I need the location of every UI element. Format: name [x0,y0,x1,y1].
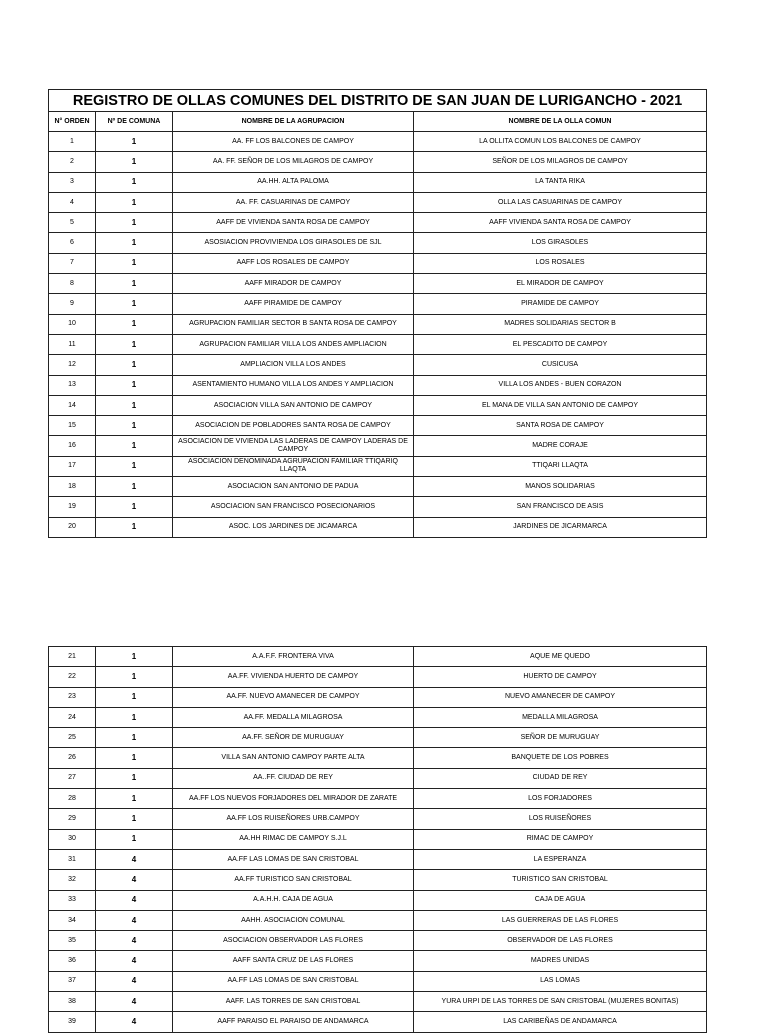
row-comuna: 1 [96,152,173,172]
row-olla-comun: SEÑOR DE MURUGUAY [414,728,707,748]
row-comuna: 4 [96,870,173,890]
row-comuna: 4 [96,931,173,951]
row-olla-comun: VILLA LOS ANDES - BUEN CORAZON [414,375,707,395]
row-agrupacion: AGRUPACION FAMILIAR SECTOR B SANTA ROSA DE CAMPOY [173,314,414,334]
row-orden: 34 [49,910,96,930]
row-comuna: 1 [96,829,173,849]
table-row [49,647,707,667]
row-agrupacion: AA.HH RIMAC DE CAMPOY S.J.L [173,829,414,849]
row-olla-comun: LAS GUERRERAS DE LAS FLORES [414,910,707,930]
row-comuna: 1 [96,416,173,436]
row-olla-comun: CIUDAD DE REY [414,768,707,788]
row-orden: 6 [49,233,96,253]
row-agrupacion: ASOSIACION PROVIVIENDA LOS GIRASOLES DE SJL [173,233,414,253]
row-olla-comun: LOS RUISEÑORES [414,809,707,829]
row-comuna: 1 [96,456,173,476]
row-orden: 1 [49,132,96,152]
row-comuna: 1 [96,314,173,334]
row-comuna: 1 [96,192,173,212]
row-comuna: 1 [96,294,173,314]
row-olla-comun: NUEVO AMANECER DE CAMPOY [414,687,707,707]
table-row [49,748,707,768]
row-orden: 36 [49,951,96,971]
row-olla-comun: LOS ROSALES [414,253,707,273]
row-comuna: 4 [96,849,173,869]
row-agrupacion: ASOCIACION DE POBLADORES SANTA ROSA DE CAMPOY [173,416,414,436]
row-olla-comun: OBSERVADOR DE LAS FLORES [414,931,707,951]
row-agrupacion: AAFF SANTA CRUZ DE LAS FLORES [173,951,414,971]
header-orden: N° ORDEN [49,112,96,132]
row-agrupacion: A.A.H.H. CAJA DE AGUA [173,890,414,910]
row-olla-comun: LA OLLITA COMUN LOS BALCONES DE CAMPOY [414,132,707,152]
row-orden: 17 [49,456,96,476]
row-comuna: 4 [96,971,173,991]
row-comuna: 1 [96,375,173,395]
row-orden: 2 [49,152,96,172]
table-row [49,253,707,273]
row-olla-comun: OLLA LAS CASUARINAS DE CAMPOY [414,192,707,212]
table-row [49,192,707,212]
row-comuna: 1 [96,132,173,152]
row-agrupacion: AAFF DE VIVIENDA SANTA ROSA DE CAMPOY [173,213,414,233]
table-row [49,789,707,809]
row-agrupacion: ASOCIACION SAN ANTONIO DE PADUA [173,477,414,497]
row-agrupacion: AA.FF LOS NUEVOS FORJADORES DEL MIRADOR DE ZARATE [173,789,414,809]
row-olla-comun: HUERTO DE CAMPOY [414,667,707,687]
row-olla-comun: AQUE ME QUEDO [414,647,707,667]
table-row [49,456,707,476]
row-orden: 29 [49,809,96,829]
row-orden: 15 [49,416,96,436]
row-agrupacion: AA. FF. CASUARINAS DE CAMPOY [173,192,414,212]
row-olla-comun: EL PESCADITO DE CAMPOY [414,334,707,354]
row-agrupacion: ASOCIACION VILLA SAN ANTONIO DE CAMPOY [173,395,414,415]
row-agrupacion: ASOCIACION DENOMINADA AGRUPACION FAMILIAR TTIQARIQ LLAQTA [173,456,414,476]
row-comuna: 1 [96,395,173,415]
row-comuna: 4 [96,951,173,971]
table-row [49,477,707,497]
row-comuna: 1 [96,497,173,517]
row-agrupacion: AA..FF. CIUDAD DE REY [173,768,414,788]
row-comuna: 1 [96,517,173,537]
row-olla-comun: MADRES SOLIDARIAS SECTOR B [414,314,707,334]
row-olla-comun: LOS FORJADORES [414,789,707,809]
row-comuna: 4 [96,1012,173,1032]
row-orden: 24 [49,707,96,727]
row-olla-comun: TTIQARI LLAQTA [414,456,707,476]
table-row [49,870,707,890]
row-agrupacion: AAHH. ASOCIACION COMUNAL [173,910,414,930]
row-orden: 28 [49,789,96,809]
table-row [49,667,707,687]
row-olla-comun: MADRE CORAJE [414,436,707,456]
row-orden: 10 [49,314,96,334]
row-olla-comun: SAN FRANCISCO DE ASIS [414,497,707,517]
row-agrupacion: AA. FF. SEÑOR DE LOS MILAGROS DE CAMPOY [173,152,414,172]
row-agrupacion: AAFF. LAS TORRES DE SAN CRISTOBAL [173,992,414,1012]
row-agrupacion: AA.FF. VIVIENDA HUERTO DE CAMPOY [173,667,414,687]
row-orden: 12 [49,355,96,375]
table-row [49,992,707,1012]
row-agrupacion: AAFF PIRAMIDE DE CAMPOY [173,294,414,314]
row-orden: 27 [49,768,96,788]
table-row [49,707,707,727]
table-row [49,213,707,233]
table-row [49,334,707,354]
row-orden: 13 [49,375,96,395]
row-comuna: 1 [96,748,173,768]
row-olla-comun: MEDALLA MILAGROSA [414,707,707,727]
document-title: REGISTRO DE OLLAS COMUNES DEL DISTRITO DE SAN JUAN DE LURIGANCHO - 2021 [49,90,707,112]
table-row [49,497,707,517]
table-row [49,375,707,395]
row-orden: 35 [49,931,96,951]
row-orden: 9 [49,294,96,314]
row-orden: 39 [49,1012,96,1032]
table-row [49,436,707,456]
table-row [49,294,707,314]
row-orden: 23 [49,687,96,707]
row-comuna: 1 [96,647,173,667]
row-agrupacion: AA.FF. MEDALLA MILAGROSA [173,707,414,727]
row-orden: 16 [49,436,96,456]
row-olla-comun: RIMAC DE CAMPOY [414,829,707,849]
row-orden: 20 [49,517,96,537]
header-comuna: Nº DE COMUNA [96,112,173,132]
row-olla-comun: MADRES UNIDAS [414,951,707,971]
row-olla-comun: PIRAMIDE DE CAMPOY [414,294,707,314]
row-agrupacion: AA. FF LOS BALCONES DE CAMPOY [173,132,414,152]
row-comuna: 1 [96,355,173,375]
row-olla-comun: EL MIRADOR DE CAMPOY [414,274,707,294]
row-agrupacion: AGRUPACION FAMILIAR VILLA LOS ANDES AMPLIACION [173,334,414,354]
row-agrupacion: AA.FF. SEÑOR DE MURUGUAY [173,728,414,748]
row-agrupacion: ASOCIACION OBSERVADOR LAS FLORES [173,931,414,951]
row-orden: 37 [49,971,96,991]
row-agrupacion: A.A.F.F. FRONTERA VIVA [173,647,414,667]
row-agrupacion: AMPLIACION VILLA LOS ANDES [173,355,414,375]
row-olla-comun: LOS GIRASOLES [414,233,707,253]
row-agrupacion: ASOC. LOS JARDINES DE JICAMARCA [173,517,414,537]
table-row [49,971,707,991]
table-row [49,314,707,334]
row-comuna: 1 [96,213,173,233]
row-agrupacion: AA.FF LAS LOMAS DE SAN CRISTOBAL [173,971,414,991]
row-agrupacion: AA.HH. ALTA PALOMA [173,172,414,192]
row-agrupacion: AA.FF LOS RUISEÑORES URB.CAMPOY [173,809,414,829]
table-row [49,395,707,415]
row-agrupacion: AA.FF. NUEVO AMANECER DE CAMPOY [173,687,414,707]
row-agrupacion: ASENTAMIENTO HUMANO VILLA LOS ANDES Y AMPLIACION [173,375,414,395]
table-row [49,890,707,910]
table-row [49,768,707,788]
row-orden: 32 [49,870,96,890]
row-orden: 4 [49,192,96,212]
row-comuna: 4 [96,910,173,930]
row-comuna: 1 [96,274,173,294]
row-olla-comun: MANOS SOLIDARIAS [414,477,707,497]
table-row [49,728,707,748]
row-orden: 26 [49,748,96,768]
row-comuna: 1 [96,334,173,354]
row-agrupacion: AAFF MIRADOR DE CAMPOY [173,274,414,294]
table-row [49,355,707,375]
table-row [49,951,707,971]
row-comuna: 1 [96,809,173,829]
header-olla-comun: NOMBRE DE LA OLLA COMUN [414,112,707,132]
row-comuna: 1 [96,728,173,748]
row-orden: 18 [49,477,96,497]
row-orden: 7 [49,253,96,273]
row-agrupacion: AAFF PARAISO EL PARAISO DE ANDAMARCA [173,1012,414,1032]
row-comuna: 1 [96,667,173,687]
table-row [49,849,707,869]
row-olla-comun: JARDINES DE JICARMARCA [414,517,707,537]
row-comuna: 1 [96,172,173,192]
row-orden: 11 [49,334,96,354]
row-orden: 5 [49,213,96,233]
row-orden: 19 [49,497,96,517]
row-comuna: 1 [96,477,173,497]
table-row [49,910,707,930]
row-orden: 21 [49,647,96,667]
row-orden: 3 [49,172,96,192]
row-olla-comun: SANTA ROSA DE CAMPOY [414,416,707,436]
row-comuna: 1 [96,789,173,809]
row-olla-comun: LA TANTA RIKA [414,172,707,192]
row-orden: 14 [49,395,96,415]
row-olla-comun: EL MANA DE VILLA SAN ANTONIO DE CAMPOY [414,395,707,415]
row-olla-comun: TURISTICO SAN CRISTOBAL [414,870,707,890]
table-row [49,829,707,849]
table-row [49,931,707,951]
row-orden: 8 [49,274,96,294]
row-agrupacion: ASOCIACION SAN FRANCISCO POSECIONARIOS [173,497,414,517]
row-orden: 33 [49,890,96,910]
row-agrupacion: AAFF LOS ROSALES DE CAMPOY [173,253,414,273]
table-row [49,687,707,707]
row-olla-comun: YURA URPI DE LAS TORRES DE SAN CRISTOBAL (MUJERES BONITAS) [414,992,707,1012]
row-comuna: 1 [96,768,173,788]
row-olla-comun: LAS CARIBEÑAS DE ANDAMARCA [414,1012,707,1032]
table-row [49,172,707,192]
row-orden: 22 [49,667,96,687]
row-comuna: 1 [96,233,173,253]
row-comuna: 1 [96,687,173,707]
row-comuna: 1 [96,707,173,727]
table-row [49,517,707,537]
row-orden: 30 [49,829,96,849]
table-row [49,233,707,253]
registry-table-part-1 [48,89,707,538]
row-olla-comun: AAFF VIVIENDA SANTA ROSA DE CAMPOY [414,213,707,233]
row-orden: 31 [49,849,96,869]
table-row [49,809,707,829]
row-agrupacion: VILLA SAN ANTONIO CAMPOY PARTE ALTA [173,748,414,768]
row-comuna: 4 [96,992,173,1012]
row-comuna: 1 [96,436,173,456]
row-comuna: 1 [96,253,173,273]
row-orden: 25 [49,728,96,748]
row-agrupacion: AA.FF TURISTICO SAN CRISTOBAL [173,870,414,890]
row-agrupacion: AA.FF LAS LOMAS DE SAN CRISTOBAL [173,849,414,869]
registry-table-part-2 [48,646,707,1033]
row-orden: 38 [49,992,96,1012]
row-agrupacion: ASOCIACION DE VIVIENDA LAS LADERAS DE CAMPOY LADERAS DE CAMPOY [173,436,414,456]
row-olla-comun: LA ESPERANZA [414,849,707,869]
row-olla-comun: CUSICUSA [414,355,707,375]
table-row [49,416,707,436]
row-olla-comun: BANQUETE DE LOS POBRES [414,748,707,768]
row-comuna: 4 [96,890,173,910]
header-agrupacion: NOMBRE DE LA AGRUPACION [173,112,414,132]
table-row [49,1012,707,1032]
table-row [49,132,707,152]
row-olla-comun: LAS LOMAS [414,971,707,991]
table-row [49,274,707,294]
row-olla-comun: CAJA DE AGUA [414,890,707,910]
table-row [49,152,707,172]
row-olla-comun: SEÑOR DE LOS MILAGROS DE CAMPOY [414,152,707,172]
